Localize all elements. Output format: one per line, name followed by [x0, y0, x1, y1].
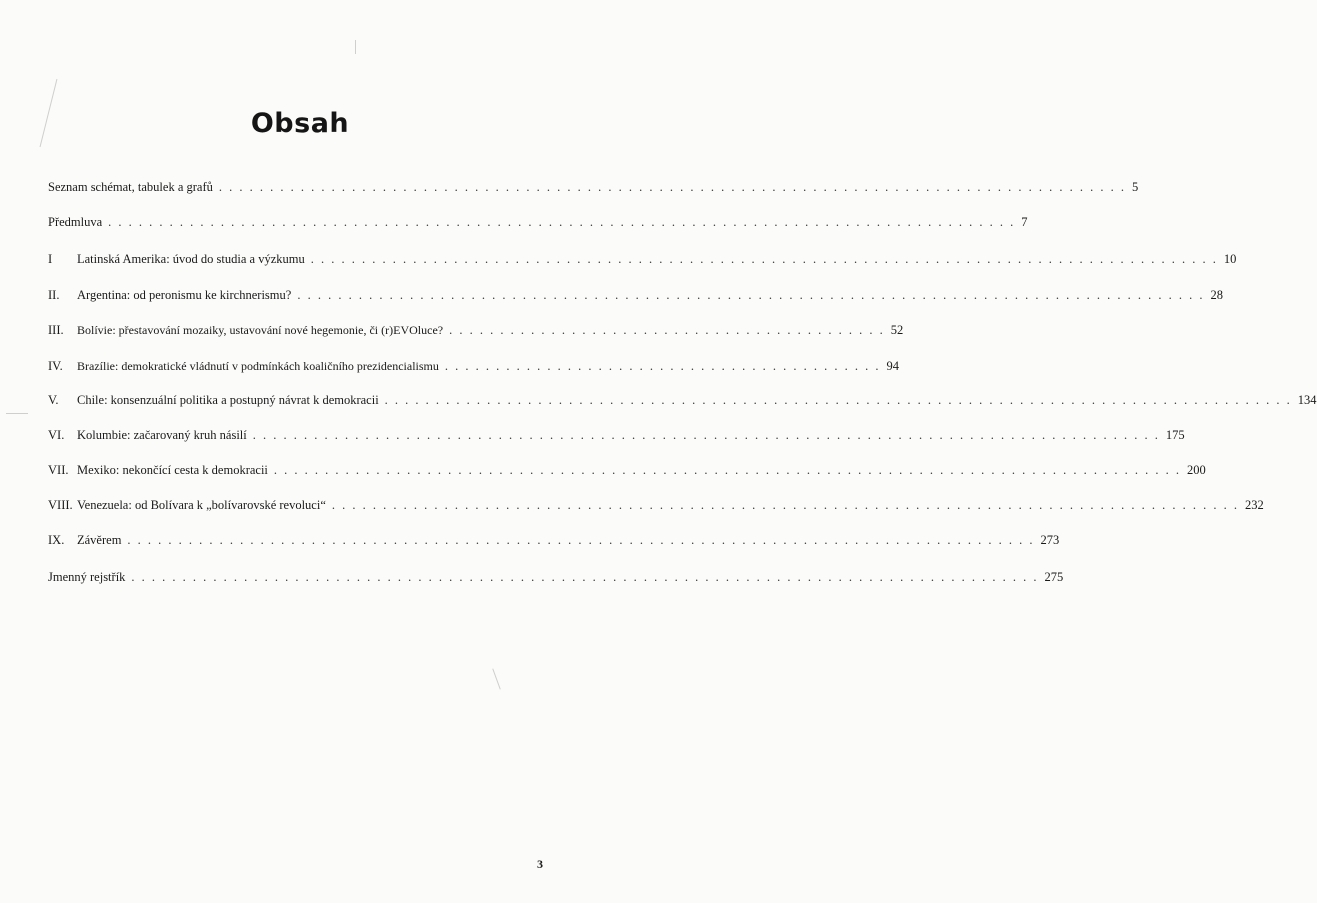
- toc-entry-title: Předmluva: [48, 215, 103, 229]
- toc-entry-number: VII.: [48, 463, 69, 477]
- toc-entry[interactable]: [48, 460, 1206, 480]
- toc-entry-title: Brazílie: demokratické vládnutí v podmínkách koaličního prezidencialismu: [77, 359, 439, 373]
- toc-entry[interactable]: [48, 320, 904, 340]
- toc-entry-number: IX.: [48, 533, 65, 547]
- toc-entry-page: 134: [1297, 393, 1317, 407]
- toc-entry-number: V.: [48, 393, 59, 407]
- toc-entry[interactable]: [48, 495, 1264, 515]
- toc-entry-title: Argentina: od peronismu ke kirchnerismu?: [77, 288, 292, 302]
- toc-entry-number: IV.: [48, 359, 63, 373]
- toc-entry[interactable]: [48, 177, 1139, 197]
- dot-leader: . . . . . . . . . . . . . . . . . . . . . . . . . . . . . . . . . . . . . . . . . . . . . . . . . . . . . . . . . . . . . . . . . . . . . . . . . . . . . . . . . . . . . . . . .: [127, 533, 1035, 547]
- toc-entry-page: 275: [1044, 570, 1064, 584]
- toc-entry-number: II.: [48, 288, 60, 302]
- toc-entry-page: 28: [1210, 288, 1223, 302]
- toc-entry-page: 273: [1040, 533, 1060, 547]
- scan-mark: [355, 40, 356, 54]
- toc-entry-title: Chile: konsenzuální politika a postupný návrat k demokracii: [77, 393, 379, 407]
- dot-leader: . . . . . . . . . . . . . . . . . . . . . . . . . . . . . . . . . . . . . . . . . . . . . . . . . . . . . . . . . . . . . . . . . . . . . . . . . . . . . . . . . . . . . . . . .: [273, 463, 1182, 477]
- dot-leader: . . . . . . . . . . . . . . . . . . . . . . . . . . . . . . . . . . . . . . . . . . .: [444, 359, 881, 373]
- toc-entry-number: I: [48, 252, 53, 266]
- toc-entry-number: VIII.: [48, 498, 73, 512]
- toc-entry-page: 200: [1187, 463, 1206, 477]
- toc-entry[interactable]: [48, 249, 1237, 269]
- toc-entry-page: 10: [1223, 252, 1237, 266]
- scan-mark: [6, 413, 28, 414]
- toc-entry-title: Závěrem: [77, 533, 122, 547]
- dot-leader: . . . . . . . . . . . . . . . . . . . . . . . . . . . . . . . . . . . . . . . . . . . . . . . . . . . . . . . . . . . . . . . . . . . . . . . . . . . . . . . . . . . . . . . . .: [384, 393, 1292, 407]
- scan-mark: [492, 668, 500, 689]
- toc-entry[interactable]: [48, 212, 1028, 232]
- page-number: 3: [537, 857, 543, 871]
- toc-entry[interactable]: [48, 567, 1064, 587]
- toc-entry-page: 52: [890, 323, 904, 337]
- dot-leader: . . . . . . . . . . . . . . . . . . . . . . . . . . . . . . . . . . . . . . . . . . . . . . . . . . . . . . . . . . . . . . . . . . . . . . . . . . . . . . . . . . . . . . . . .: [331, 498, 1239, 512]
- toc-entry-page: 7: [1021, 215, 1028, 229]
- dot-leader: . . . . . . . . . . . . . . . . . . . . . . . . . . . . . . . . . . . . . . . . . . . . . . . . . . . . . . . . . . . . . . . . . . . . . . . . . . . . . . . . . . . . . . . . .: [218, 180, 1126, 194]
- dot-leader: . . . . . . . . . . . . . . . . . . . . . . . . . . . . . . . . . . . . . . . . . . . . . . . . . . . . . . . . . . . . . . . . . . . . . . . . . . . . . . . . . . . . . . . . .: [297, 288, 1205, 302]
- dot-leader: . . . . . . . . . . . . . . . . . . . . . . . . . . . . . . . . . . . . . . . . . . . . . . . . . . . . . . . . . . . . . . . . . . . . . . . . . . . . . . . . . . . . . . . . .: [310, 252, 1218, 266]
- dot-leader: . . . . . . . . . . . . . . . . . . . . . . . . . . . . . . . . . . . . . . . . . . .: [449, 323, 885, 337]
- dot-leader: . . . . . . . . . . . . . . . . . . . . . . . . . . . . . . . . . . . . . . . . . . . . . . . . . . . . . . . . . . . . . . . . . . . . . . . . . . . . . . . . . . . . . . . . .: [252, 428, 1160, 442]
- toc-entry[interactable]: [48, 390, 1317, 410]
- toc-entry-title: Jmenný rejstřík: [48, 570, 126, 584]
- toc-entry-page: 5: [1132, 180, 1139, 194]
- toc-entry-number: VI.: [48, 428, 65, 442]
- dot-leader: . . . . . . . . . . . . . . . . . . . . . . . . . . . . . . . . . . . . . . . . . . . . . . . . . . . . . . . . . . . . . . . . . . . . . . . . . . . . . . . . . . . . . . . . .: [131, 570, 1039, 584]
- toc-entry-title: Venezuela: od Bolívara k „bolívarovské revoluci“: [77, 498, 326, 512]
- toc-entry[interactable]: [48, 530, 1060, 550]
- toc-entry-page: 94: [886, 359, 900, 373]
- toc-entry-page: 175: [1165, 428, 1185, 442]
- page-title: Obsah: [250, 108, 350, 139]
- toc-entry-title: Kolumbie: začarovaný kruh násilí: [77, 428, 247, 442]
- toc-entry-number: III.: [48, 323, 64, 337]
- toc-entry[interactable]: [48, 425, 1185, 445]
- toc-entry-title: Mexiko: nekončící cesta k demokracii: [77, 463, 268, 477]
- toc-entry-title: Seznam schémat, tabulek a grafů: [48, 180, 213, 194]
- toc-entry[interactable]: [48, 356, 900, 376]
- toc-entry-page: 232: [1245, 498, 1264, 512]
- dot-leader: . . . . . . . . . . . . . . . . . . . . . . . . . . . . . . . . . . . . . . . . . . . . . . . . . . . . . . . . . . . . . . . . . . . . . . . . . . . . . . . . . . . . . . . . .: [108, 215, 1016, 229]
- toc-entry[interactable]: [48, 285, 1223, 305]
- toc-entry-title: Bolívie: přestavování mozaiky, ustavování nové hegemonie, či (r)EVOluce?: [77, 323, 444, 337]
- toc-entry-title: Latinská Amerika: úvod do studia a výzkumu: [77, 252, 305, 266]
